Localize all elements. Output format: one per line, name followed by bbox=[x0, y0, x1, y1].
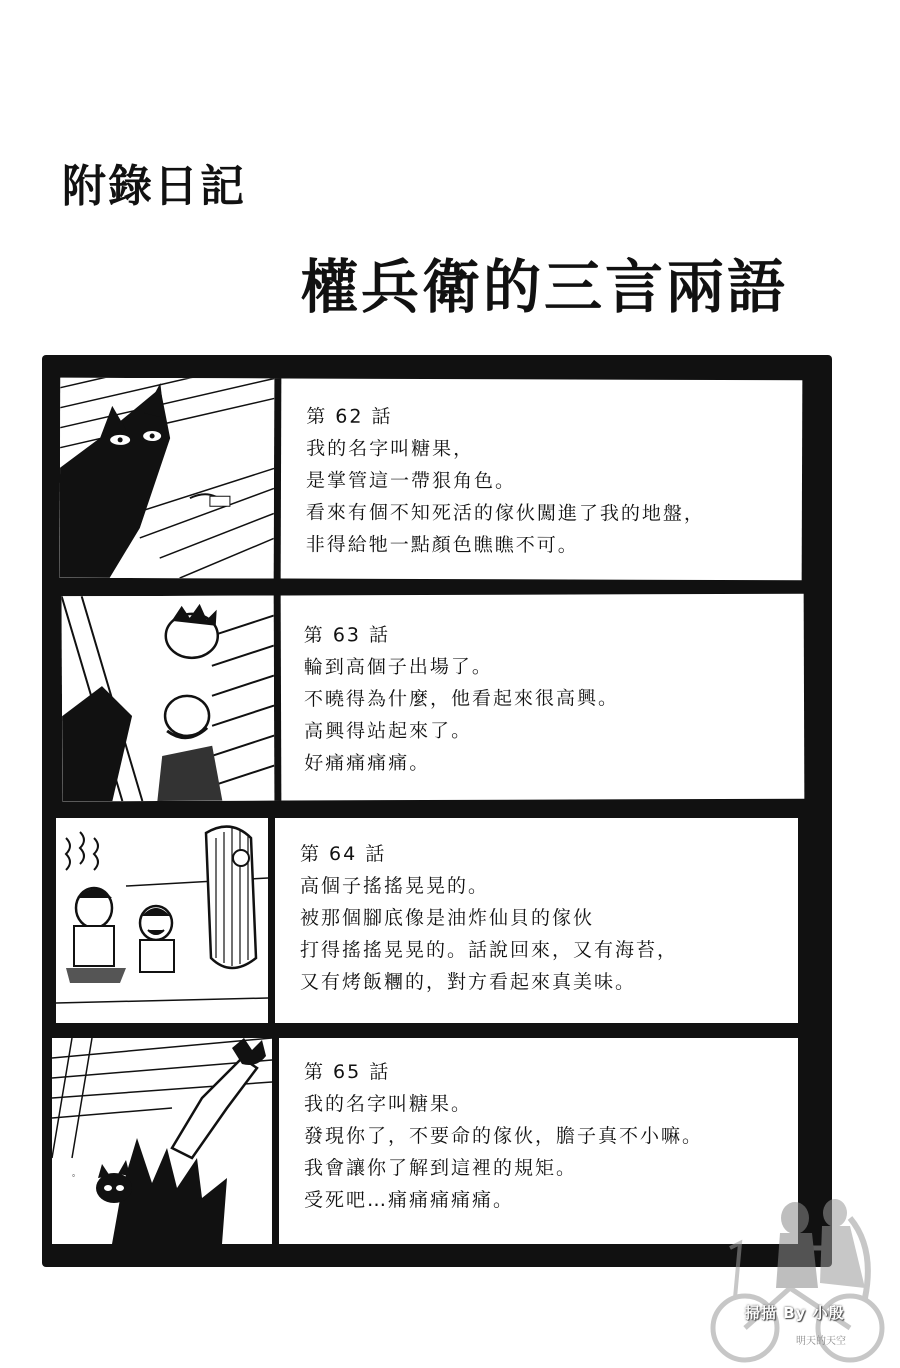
chapter-label: 第 62 話 bbox=[306, 405, 393, 428]
chapter-label: 第 65 話 bbox=[304, 1061, 391, 1083]
text-line: 非得給牠一點顏色瞧瞧不可。 bbox=[305, 533, 579, 557]
chapter-label: 第 64 話 bbox=[300, 843, 387, 865]
entry-text bbox=[304, 618, 620, 779]
chapter-label: 第 63 話 bbox=[303, 624, 391, 647]
appendix-title: 附錄日記 bbox=[62, 161, 246, 212]
text-line: 我的名字叫糖果， bbox=[306, 437, 475, 461]
entry-63 bbox=[62, 594, 805, 802]
text-line: 打得搖搖晃晃的。話說回來，又有海苔， bbox=[300, 939, 679, 961]
text-line: 受死吧…痛痛痛痛痛。 bbox=[304, 1189, 515, 1211]
comic-frame bbox=[42, 355, 832, 1267]
bicycle-watermark bbox=[700, 1188, 890, 1363]
tall-boy-scratched-illustration bbox=[62, 596, 282, 802]
text-line: 我的名字叫糖果。 bbox=[304, 1093, 473, 1115]
text-line: 輪到高個子出場了。 bbox=[303, 655, 493, 679]
entry-text bbox=[304, 1056, 703, 1216]
watermark-text: 掃描 By 小殷 bbox=[745, 1304, 845, 1322]
entry-text bbox=[306, 401, 706, 562]
text-line: 是掌管這一帶狠角色。 bbox=[305, 469, 517, 493]
text-line: 看來有個不知死活的傢伙闖進了我的地盤， bbox=[305, 501, 705, 525]
page-title: 權兵衛的三言兩語 bbox=[300, 253, 789, 321]
entry-62 bbox=[60, 378, 803, 581]
text-line: 又有烤飯糰的，對方看起來真美味。 bbox=[300, 971, 637, 993]
text-line: 高興得站起來了。 bbox=[304, 719, 473, 743]
text-line: 高個子搖搖晃晃的。 bbox=[300, 875, 490, 897]
black-cat-glaring-illustration bbox=[60, 378, 282, 579]
svg-text:ﾟ: ﾟ bbox=[72, 1175, 77, 1186]
text-line: 好痛痛痛痛。 bbox=[304, 752, 431, 775]
watermark-subtext: 明天的天空 bbox=[796, 1336, 846, 1347]
entry-65 bbox=[52, 1038, 798, 1244]
text-line: 不曉得為什麼，他看起來很高興。 bbox=[303, 687, 620, 711]
text-line: 我會讓你了解到這裡的規矩。 bbox=[304, 1157, 578, 1179]
text-line: 發現你了，不要命的傢伙，膽子真不小嘛。 bbox=[304, 1125, 704, 1147]
entry-64 bbox=[56, 818, 798, 1023]
entry-text bbox=[300, 838, 678, 998]
text-line: 被那個腳底像是油炸仙貝的傢伙 bbox=[300, 907, 595, 929]
cat-attacking-boy-illustration bbox=[52, 1038, 279, 1244]
boys-sitting-with-cat-illustration bbox=[56, 818, 275, 1023]
